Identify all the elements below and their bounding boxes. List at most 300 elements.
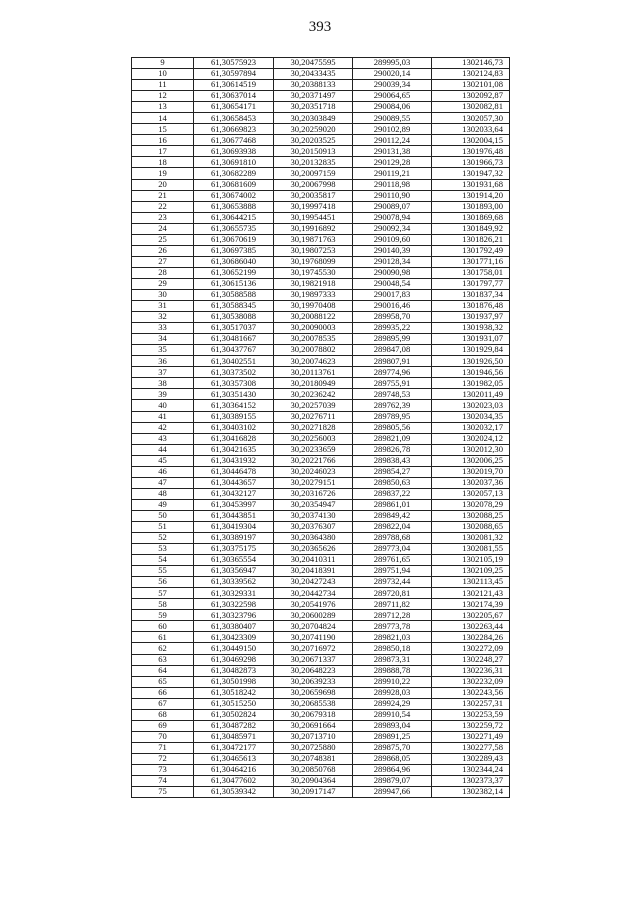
point-number-cell: 55 — [132, 566, 194, 577]
x-coordinate-cell: 290020,14 — [353, 69, 432, 80]
y-coordinate-cell: 1301946,56 — [432, 367, 510, 378]
x-coordinate-cell: 289850,63 — [353, 477, 432, 488]
table-row — [132, 776, 510, 787]
longitude-cell: 30,20418391 — [274, 566, 353, 577]
y-coordinate-cell: 1301758,01 — [432, 267, 510, 278]
table-row — [132, 466, 510, 477]
x-coordinate-cell: 289910,54 — [353, 709, 432, 720]
latitude-cell: 61,30588588 — [194, 289, 274, 300]
x-coordinate-cell: 289854,27 — [353, 466, 432, 477]
latitude-cell: 61,30322598 — [194, 599, 274, 610]
latitude-cell: 61,30356947 — [194, 566, 274, 577]
table-row — [132, 444, 510, 455]
longitude-cell: 30,20374130 — [274, 510, 353, 521]
point-number-cell: 57 — [132, 588, 194, 599]
x-coordinate-cell: 289928,03 — [353, 687, 432, 698]
point-number-cell: 16 — [132, 135, 194, 146]
latitude-cell: 61,30443851 — [194, 510, 274, 521]
y-coordinate-cell: 1301938,32 — [432, 323, 510, 334]
x-coordinate-cell: 289748,53 — [353, 389, 432, 400]
y-coordinate-cell: 1302033,64 — [432, 124, 510, 135]
y-coordinate-cell: 1302037,36 — [432, 477, 510, 488]
table-row — [132, 289, 510, 300]
y-coordinate-cell: 1302263,44 — [432, 621, 510, 632]
x-coordinate-cell: 289773,78 — [353, 621, 432, 632]
point-number-cell: 20 — [132, 179, 194, 190]
x-coordinate-cell: 289893,04 — [353, 720, 432, 731]
table-row — [132, 367, 510, 378]
point-number-cell: 59 — [132, 610, 194, 621]
x-coordinate-cell: 289732,44 — [353, 577, 432, 588]
latitude-cell: 61,30691810 — [194, 157, 274, 168]
longitude-cell: 30,19871763 — [274, 234, 353, 245]
latitude-cell: 61,30373502 — [194, 367, 274, 378]
table-row — [132, 455, 510, 466]
table-row — [132, 223, 510, 234]
y-coordinate-cell: 1302019,70 — [432, 466, 510, 477]
point-number-cell: 67 — [132, 698, 194, 709]
table-row — [132, 190, 510, 201]
latitude-cell: 61,30403102 — [194, 422, 274, 433]
table-row — [132, 411, 510, 422]
longitude-cell: 30,20074623 — [274, 356, 353, 367]
x-coordinate-cell: 289788,68 — [353, 533, 432, 544]
y-coordinate-cell: 1302101,08 — [432, 80, 510, 91]
table-row — [132, 742, 510, 753]
x-coordinate-cell: 290128,34 — [353, 256, 432, 267]
longitude-cell: 30,20648223 — [274, 665, 353, 676]
longitude-cell: 30,20246023 — [274, 466, 353, 477]
x-coordinate-cell: 289837,22 — [353, 488, 432, 499]
table-row — [132, 477, 510, 488]
latitude-cell: 61,30693938 — [194, 146, 274, 157]
y-coordinate-cell: 1301876,48 — [432, 301, 510, 312]
table-row — [132, 665, 510, 676]
latitude-cell: 61,30472177 — [194, 742, 274, 753]
longitude-cell: 30,20410311 — [274, 555, 353, 566]
point-number-cell: 71 — [132, 742, 194, 753]
x-coordinate-cell: 289838,43 — [353, 455, 432, 466]
point-number-cell: 46 — [132, 466, 194, 477]
longitude-cell: 30,20376307 — [274, 521, 353, 532]
point-number-cell: 33 — [132, 323, 194, 334]
x-coordinate-cell: 290102,89 — [353, 124, 432, 135]
table-row — [132, 212, 510, 223]
longitude-cell: 30,19954451 — [274, 212, 353, 223]
x-coordinate-cell: 290118,98 — [353, 179, 432, 190]
point-number-cell: 44 — [132, 444, 194, 455]
table-row — [132, 709, 510, 720]
latitude-cell: 61,30339562 — [194, 577, 274, 588]
longitude-cell: 30,20659698 — [274, 687, 353, 698]
longitude-cell: 30,20078802 — [274, 345, 353, 356]
point-number-cell: 25 — [132, 234, 194, 245]
latitude-cell: 61,30485971 — [194, 731, 274, 742]
longitude-cell: 30,20088122 — [274, 312, 353, 323]
y-coordinate-cell: 1302034,35 — [432, 411, 510, 422]
y-coordinate-cell: 1301937,97 — [432, 312, 510, 323]
point-number-cell: 34 — [132, 334, 194, 345]
coordinates-table — [131, 57, 510, 798]
point-number-cell: 10 — [132, 69, 194, 80]
y-coordinate-cell: 1301792,49 — [432, 245, 510, 256]
longitude-cell: 30,20236242 — [274, 389, 353, 400]
longitude-cell: 30,19745530 — [274, 267, 353, 278]
y-coordinate-cell: 1302078,29 — [432, 499, 510, 510]
x-coordinate-cell: 290017,83 — [353, 289, 432, 300]
latitude-cell: 61,30655735 — [194, 223, 274, 234]
latitude-cell: 61,30351430 — [194, 389, 274, 400]
longitude-cell: 30,20257039 — [274, 400, 353, 411]
latitude-cell: 61,30501998 — [194, 676, 274, 687]
table-row — [132, 621, 510, 632]
x-coordinate-cell: 290039,34 — [353, 80, 432, 91]
point-number-cell: 50 — [132, 510, 194, 521]
table-row — [132, 312, 510, 323]
longitude-cell: 30,20303849 — [274, 113, 353, 124]
latitude-cell: 61,30357308 — [194, 378, 274, 389]
latitude-cell: 61,30469298 — [194, 654, 274, 665]
y-coordinate-cell: 1301929,84 — [432, 345, 510, 356]
latitude-cell: 61,30654171 — [194, 102, 274, 113]
longitude-cell: 30,20716972 — [274, 643, 353, 654]
y-coordinate-cell: 1302113,45 — [432, 577, 510, 588]
latitude-cell: 61,30517037 — [194, 323, 274, 334]
table-row — [132, 400, 510, 411]
latitude-cell: 61,30575923 — [194, 58, 274, 69]
y-coordinate-cell: 1301826,21 — [432, 234, 510, 245]
latitude-cell: 61,30380407 — [194, 621, 274, 632]
x-coordinate-cell: 289875,70 — [353, 742, 432, 753]
point-number-cell: 37 — [132, 367, 194, 378]
table-row — [132, 533, 510, 544]
point-number-cell: 47 — [132, 477, 194, 488]
longitude-cell: 30,19768099 — [274, 256, 353, 267]
latitude-cell: 61,30481667 — [194, 334, 274, 345]
table-row — [132, 91, 510, 102]
point-number-cell: 18 — [132, 157, 194, 168]
y-coordinate-cell: 1302289,43 — [432, 753, 510, 764]
longitude-cell: 30,20475595 — [274, 58, 353, 69]
longitude-cell: 30,20090003 — [274, 323, 353, 334]
y-coordinate-cell: 1302088,65 — [432, 521, 510, 532]
y-coordinate-cell: 1301976,48 — [432, 146, 510, 157]
x-coordinate-cell: 289935,22 — [353, 323, 432, 334]
y-coordinate-cell: 1302257,31 — [432, 698, 510, 709]
point-number-cell: 56 — [132, 577, 194, 588]
point-number-cell: 62 — [132, 643, 194, 654]
point-number-cell: 9 — [132, 58, 194, 69]
point-number-cell: 69 — [132, 720, 194, 731]
x-coordinate-cell: 289849,42 — [353, 510, 432, 521]
point-number-cell: 52 — [132, 533, 194, 544]
table-row — [132, 168, 510, 179]
table-row — [132, 179, 510, 190]
x-coordinate-cell: 290131,38 — [353, 146, 432, 157]
table-row — [132, 234, 510, 245]
point-number-cell: 31 — [132, 301, 194, 312]
x-coordinate-cell: 290064,65 — [353, 91, 432, 102]
y-coordinate-cell: 1302088,25 — [432, 510, 510, 521]
table-row — [132, 588, 510, 599]
x-coordinate-cell: 289895,99 — [353, 334, 432, 345]
table-row — [132, 753, 510, 764]
point-number-cell: 70 — [132, 731, 194, 742]
y-coordinate-cell: 1302272,09 — [432, 643, 510, 654]
point-number-cell: 13 — [132, 102, 194, 113]
latitude-cell: 61,30402551 — [194, 356, 274, 367]
point-number-cell: 60 — [132, 621, 194, 632]
point-number-cell: 40 — [132, 400, 194, 411]
point-number-cell: 32 — [132, 312, 194, 323]
x-coordinate-cell: 289850,18 — [353, 643, 432, 654]
latitude-cell: 61,30421635 — [194, 444, 274, 455]
x-coordinate-cell: 289995,03 — [353, 58, 432, 69]
point-number-cell: 58 — [132, 599, 194, 610]
point-number-cell: 64 — [132, 665, 194, 676]
y-coordinate-cell: 1301914,20 — [432, 190, 510, 201]
point-number-cell: 14 — [132, 113, 194, 124]
longitude-cell: 30,20917147 — [274, 787, 353, 798]
x-coordinate-cell: 289711,82 — [353, 599, 432, 610]
latitude-cell: 61,30677468 — [194, 135, 274, 146]
longitude-cell: 30,20691664 — [274, 720, 353, 731]
latitude-cell: 61,30502824 — [194, 709, 274, 720]
latitude-cell: 61,30518242 — [194, 687, 274, 698]
y-coordinate-cell: 1301926,50 — [432, 356, 510, 367]
table-row — [132, 102, 510, 113]
y-coordinate-cell: 1302236,31 — [432, 665, 510, 676]
longitude-cell: 30,20904364 — [274, 776, 353, 787]
table-row — [132, 433, 510, 444]
point-number-cell: 11 — [132, 80, 194, 91]
y-coordinate-cell: 1302006,25 — [432, 455, 510, 466]
y-coordinate-cell: 1302081,32 — [432, 533, 510, 544]
latitude-cell: 61,30669823 — [194, 124, 274, 135]
latitude-cell: 61,30323796 — [194, 610, 274, 621]
longitude-cell: 30,20279151 — [274, 477, 353, 488]
latitude-cell: 61,30423309 — [194, 632, 274, 643]
table-row — [132, 787, 510, 798]
latitude-cell: 61,30419304 — [194, 521, 274, 532]
point-number-cell: 63 — [132, 654, 194, 665]
longitude-cell: 30,20113761 — [274, 367, 353, 378]
x-coordinate-cell: 290090,98 — [353, 267, 432, 278]
longitude-cell: 30,20354947 — [274, 499, 353, 510]
point-number-cell: 49 — [132, 499, 194, 510]
x-coordinate-cell: 289879,07 — [353, 776, 432, 787]
table-row — [132, 687, 510, 698]
table-row — [132, 510, 510, 521]
table-row — [132, 731, 510, 742]
table-row — [132, 544, 510, 555]
y-coordinate-cell: 1302023,03 — [432, 400, 510, 411]
longitude-cell: 30,20388133 — [274, 80, 353, 91]
point-number-cell: 41 — [132, 411, 194, 422]
point-number-cell: 51 — [132, 521, 194, 532]
latitude-cell: 61,30477602 — [194, 776, 274, 787]
x-coordinate-cell: 289751,94 — [353, 566, 432, 577]
x-coordinate-cell: 290129,28 — [353, 157, 432, 168]
latitude-cell: 61,30637014 — [194, 91, 274, 102]
x-coordinate-cell: 290078,94 — [353, 212, 432, 223]
point-number-cell: 75 — [132, 787, 194, 798]
point-number-cell: 28 — [132, 267, 194, 278]
y-coordinate-cell: 1301893,00 — [432, 201, 510, 212]
longitude-cell: 30,19970408 — [274, 301, 353, 312]
point-number-cell: 15 — [132, 124, 194, 135]
latitude-cell: 61,30443657 — [194, 477, 274, 488]
latitude-cell: 61,30329331 — [194, 588, 274, 599]
x-coordinate-cell: 290119,21 — [353, 168, 432, 179]
x-coordinate-cell: 289861,01 — [353, 499, 432, 510]
point-number-cell: 27 — [132, 256, 194, 267]
table-row — [132, 334, 510, 345]
longitude-cell: 30,20741190 — [274, 632, 353, 643]
table-row — [132, 69, 510, 80]
longitude-cell: 30,20180949 — [274, 378, 353, 389]
latitude-cell: 61,30453997 — [194, 499, 274, 510]
latitude-cell: 61,30653888 — [194, 201, 274, 212]
x-coordinate-cell: 290092,34 — [353, 223, 432, 234]
latitude-cell: 61,30658453 — [194, 113, 274, 124]
point-number-cell: 22 — [132, 201, 194, 212]
latitude-cell: 61,30432127 — [194, 488, 274, 499]
y-coordinate-cell: 1301982,05 — [432, 378, 510, 389]
latitude-cell: 61,30539342 — [194, 787, 274, 798]
table-row — [132, 499, 510, 510]
y-coordinate-cell: 1302205,67 — [432, 610, 510, 621]
x-coordinate-cell: 289712,28 — [353, 610, 432, 621]
x-coordinate-cell: 290084,06 — [353, 102, 432, 113]
longitude-cell: 30,20276711 — [274, 411, 353, 422]
y-coordinate-cell: 1302012,30 — [432, 444, 510, 455]
x-coordinate-cell: 290089,55 — [353, 113, 432, 124]
point-number-cell: 66 — [132, 687, 194, 698]
y-coordinate-cell: 1302259,72 — [432, 720, 510, 731]
y-coordinate-cell: 1302092,87 — [432, 91, 510, 102]
longitude-cell: 30,20679318 — [274, 709, 353, 720]
latitude-cell: 61,30464216 — [194, 765, 274, 776]
latitude-cell: 61,30686040 — [194, 256, 274, 267]
table-row — [132, 488, 510, 499]
point-number-cell: 61 — [132, 632, 194, 643]
table-row — [132, 201, 510, 212]
latitude-cell: 61,30515250 — [194, 698, 274, 709]
y-coordinate-cell: 1301837,34 — [432, 289, 510, 300]
point-number-cell: 23 — [132, 212, 194, 223]
longitude-cell: 30,20365626 — [274, 544, 353, 555]
longitude-cell: 30,20067998 — [274, 179, 353, 190]
point-number-cell: 54 — [132, 555, 194, 566]
longitude-cell: 30,20150913 — [274, 146, 353, 157]
longitude-cell: 30,20203525 — [274, 135, 353, 146]
point-number-cell: 30 — [132, 289, 194, 300]
latitude-cell: 61,30487282 — [194, 720, 274, 731]
x-coordinate-cell: 289807,91 — [353, 356, 432, 367]
longitude-cell: 30,20316726 — [274, 488, 353, 499]
table-row — [132, 345, 510, 356]
y-coordinate-cell: 1302032,17 — [432, 422, 510, 433]
latitude-cell: 61,30614519 — [194, 80, 274, 91]
latitude-cell: 61,30597894 — [194, 69, 274, 80]
x-coordinate-cell: 290089,07 — [353, 201, 432, 212]
point-number-cell: 12 — [132, 91, 194, 102]
longitude-cell: 30,19997418 — [274, 201, 353, 212]
y-coordinate-cell: 1301869,68 — [432, 212, 510, 223]
x-coordinate-cell: 289773,04 — [353, 544, 432, 555]
table-row — [132, 643, 510, 654]
longitude-cell: 30,20442734 — [274, 588, 353, 599]
table-row — [132, 577, 510, 588]
x-coordinate-cell: 290109,60 — [353, 234, 432, 245]
y-coordinate-cell: 1302248,27 — [432, 654, 510, 665]
table-row — [132, 80, 510, 91]
latitude-cell: 61,30389197 — [194, 533, 274, 544]
point-number-cell: 73 — [132, 765, 194, 776]
y-coordinate-cell: 1302011,49 — [432, 389, 510, 400]
x-coordinate-cell: 289947,66 — [353, 787, 432, 798]
page-number: 393 — [308, 19, 332, 35]
latitude-cell: 61,30389155 — [194, 411, 274, 422]
y-coordinate-cell: 1302277,58 — [432, 742, 510, 753]
point-number-cell: 45 — [132, 455, 194, 466]
y-coordinate-cell: 1301931,07 — [432, 334, 510, 345]
point-number-cell: 65 — [132, 676, 194, 687]
x-coordinate-cell: 289888,78 — [353, 665, 432, 676]
longitude-cell: 30,20433435 — [274, 69, 353, 80]
table-row — [132, 676, 510, 687]
latitude-cell: 61,30482873 — [194, 665, 274, 676]
table-row — [132, 632, 510, 643]
x-coordinate-cell: 289826,78 — [353, 444, 432, 455]
table-row — [132, 245, 510, 256]
longitude-cell: 30,19916892 — [274, 223, 353, 234]
y-coordinate-cell: 1302081,55 — [432, 544, 510, 555]
x-coordinate-cell: 290048,54 — [353, 278, 432, 289]
y-coordinate-cell: 1301849,92 — [432, 223, 510, 234]
longitude-cell: 30,20685538 — [274, 698, 353, 709]
x-coordinate-cell: 289822,04 — [353, 521, 432, 532]
longitude-cell: 30,20639233 — [274, 676, 353, 687]
y-coordinate-cell: 1302057,30 — [432, 113, 510, 124]
latitude-cell: 61,30674002 — [194, 190, 274, 201]
y-coordinate-cell: 1302057,13 — [432, 488, 510, 499]
y-coordinate-cell: 1302146,73 — [432, 58, 510, 69]
x-coordinate-cell: 289873,31 — [353, 654, 432, 665]
y-coordinate-cell: 1302232,09 — [432, 676, 510, 687]
table-row — [132, 356, 510, 367]
x-coordinate-cell: 289864,96 — [353, 765, 432, 776]
x-coordinate-cell: 289821,03 — [353, 632, 432, 643]
table-row — [132, 389, 510, 400]
table-row — [132, 422, 510, 433]
y-coordinate-cell: 1302174,39 — [432, 599, 510, 610]
longitude-cell: 30,20271828 — [274, 422, 353, 433]
latitude-cell: 61,30652199 — [194, 267, 274, 278]
longitude-cell: 30,20097159 — [274, 168, 353, 179]
x-coordinate-cell: 290112,24 — [353, 135, 432, 146]
table-row — [132, 323, 510, 334]
latitude-cell: 61,30449150 — [194, 643, 274, 654]
x-coordinate-cell: 290140,39 — [353, 245, 432, 256]
longitude-cell: 30,20256003 — [274, 433, 353, 444]
latitude-cell: 61,30465613 — [194, 753, 274, 764]
table-row — [132, 278, 510, 289]
longitude-cell: 30,20132835 — [274, 157, 353, 168]
latitude-cell: 61,30446478 — [194, 466, 274, 477]
table-row — [132, 146, 510, 157]
